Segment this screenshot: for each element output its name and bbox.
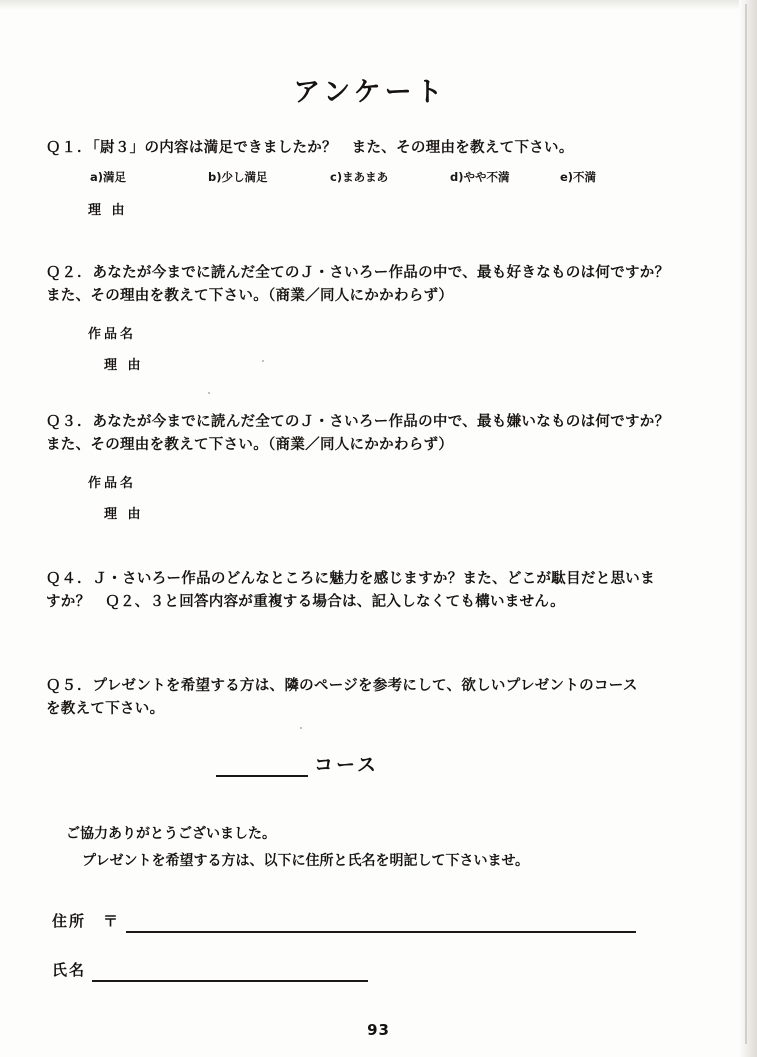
- question-q2-body: あなたが今までに読んだ全てのＪ・さいろー作品の中で、最も好きなものは何ですか？: [92, 265, 670, 282]
- question-q2-reason-label: 理 由: [104, 358, 144, 374]
- page-edge-right: [739, 0, 757, 1057]
- address-field[interactable]: [52, 910, 694, 933]
- page-title: アンケート: [293, 77, 447, 108]
- question-q1: [46, 137, 694, 218]
- address-label: 住所 〒: [52, 912, 121, 931]
- question-q5-number: Ｑ５．: [46, 678, 93, 695]
- question-q5: [46, 675, 694, 720]
- question-q5-line2: を教えて下さい。: [46, 700, 165, 717]
- choice-a[interactable]: a)満足: [90, 170, 127, 185]
- name-field[interactable]: [52, 959, 694, 982]
- name-label: 氏名: [52, 961, 87, 980]
- question-q2-work-label: 作品名: [88, 327, 137, 343]
- question-q1-number: Ｑ１．: [46, 140, 93, 156]
- question-q4-line1: [46, 568, 694, 590]
- question-q1-reason-label: 理 由: [88, 203, 128, 219]
- course-write-rule[interactable]: [216, 761, 308, 777]
- question-q2-line1: [46, 262, 694, 284]
- page-number: 93: [367, 1021, 390, 1039]
- question-q1-body: 「尉３」の内容は満足できましたか？ また、その理由を教えて下さい。: [92, 140, 574, 156]
- address-write-rule[interactable]: [126, 915, 636, 933]
- question-q3-number: Ｑ３．: [46, 414, 93, 431]
- question-q3: [46, 411, 694, 522]
- question-q1-text: [46, 137, 694, 159]
- question-q2-line2: また、その理由を教えて下さい。（商業／同人にかかわらず）: [46, 287, 454, 304]
- question-q5-body: プレゼントを希望する方は、隣のページを参考にして、欲しいプレゼントのコース: [92, 678, 638, 695]
- choice-b[interactable]: b)少し満足: [208, 170, 268, 185]
- closing-message: [66, 821, 694, 874]
- question-q3-work-label: 作品名: [88, 476, 137, 492]
- question-q3-line2: また、その理由を教えて下さい。（商業／同人にかかわらず）: [46, 436, 454, 453]
- page-edge-top: [0, 0, 757, 10]
- question-q4-body: Ｊ・さいろー作品のどんなところに魅力を感じますか？また、どこが駄目だと思いま: [92, 571, 655, 588]
- question-q2-number: Ｑ２．: [46, 265, 93, 282]
- question-q4: [46, 568, 694, 613]
- course-answer-field[interactable]: [216, 750, 694, 777]
- question-q3-reason-label: 理 由: [104, 507, 144, 523]
- closing-line-1: ご協力ありがとうございました。: [66, 826, 276, 843]
- closing-line-2: プレゼントを希望する方は、以下に住所と氏名を明記して下さいませ。: [82, 852, 530, 869]
- name-write-rule[interactable]: [92, 964, 368, 982]
- page-spine-line: [745, 4, 747, 1044]
- question-q4-line2: すか？ Ｑ２、３と回答内容が重複する場合は、記入しなくても構いません。: [46, 593, 565, 610]
- choice-d[interactable]: d)やや不満: [450, 170, 510, 185]
- question-q4-number: Ｑ４．: [46, 571, 93, 588]
- question-q5-line1: [46, 675, 694, 697]
- question-q1-choices: [90, 169, 694, 185]
- course-label: コース: [314, 754, 380, 777]
- question-q3-body: あなたが今までに読んだ全てのＪ・さいろー作品の中で、最も嫌いなものは何ですか？: [92, 414, 670, 431]
- choice-c[interactable]: c)まあまあ: [330, 170, 389, 185]
- questionnaire-body: [46, 34, 694, 1024]
- question-q3-line1: [46, 411, 694, 433]
- choice-e[interactable]: e)不満: [560, 170, 597, 185]
- question-q2: [46, 262, 694, 373]
